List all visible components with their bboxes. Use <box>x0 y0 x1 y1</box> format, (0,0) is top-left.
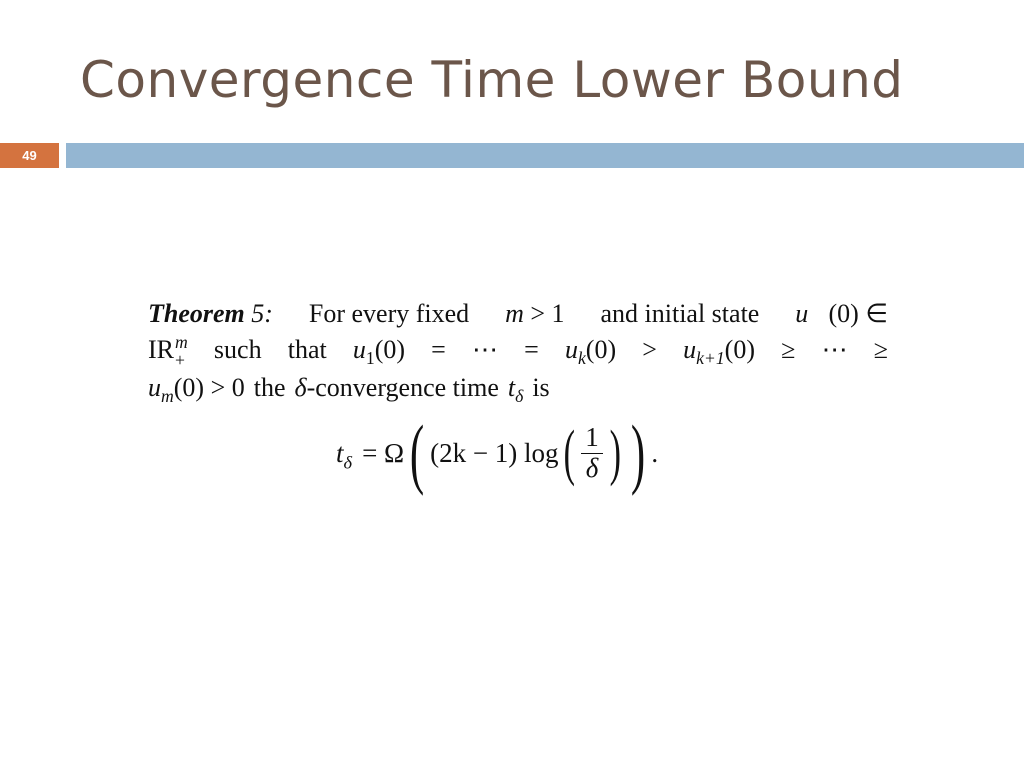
math-u1: $u_1(0)$ <box>352 335 406 369</box>
text: the <box>253 372 286 402</box>
math-t-delta: $t_\delta$ <box>507 372 524 406</box>
text: and initial state <box>600 299 760 328</box>
formula-lhs: $t_\delta$ <box>336 437 353 472</box>
title-accent-bar <box>66 143 1024 168</box>
theorem-label: Theorem 5: <box>148 299 273 328</box>
big-open-paren: ( <box>409 409 425 496</box>
theorem-line-2 <box>148 332 888 370</box>
math-op: ≥ <box>781 335 796 364</box>
math-op: ⋯ <box>471 335 498 364</box>
text: such <box>213 335 262 364</box>
math-op: ⋯ <box>821 335 848 364</box>
fraction-one-over-delta <box>581 423 603 483</box>
text: For every fixed <box>308 299 470 328</box>
math-u-vec-in: u⃗(0) ∈ <box>795 299 888 328</box>
fraction-denominator: δ <box>585 452 599 483</box>
slide-title: Convergence Time Lower Bound <box>80 51 904 109</box>
med-close-paren: ) <box>609 419 621 487</box>
slide-number: 49 <box>0 143 59 168</box>
formula-expression: (2k − 1) log <box>430 437 559 468</box>
big-close-paren: ) <box>631 409 646 496</box>
math-op: = <box>431 335 446 364</box>
math-op: = <box>524 335 539 364</box>
delta-convergence: δ-convergence time <box>294 372 499 402</box>
display-formula <box>336 409 659 496</box>
math-uk1: $u_{k+1}(0)$ <box>683 335 755 369</box>
formula-omega: = Ω <box>362 437 405 468</box>
theorem-line-1 <box>148 296 888 332</box>
med-open-paren: ( <box>563 419 575 487</box>
math-uk: $u_k(0)$ <box>564 335 617 369</box>
theorem-line-3 <box>148 370 888 406</box>
text: that <box>287 335 327 364</box>
math-op: > <box>642 335 657 364</box>
text: is <box>532 372 550 402</box>
fraction-numerator: 1 <box>581 423 603 454</box>
math-um: $u_m(0) > 0$ <box>148 372 245 406</box>
math-m-gt-1: m > 1 <box>505 299 565 328</box>
math-op: ≥ <box>873 335 888 364</box>
theorem-statement <box>148 296 888 406</box>
formula-period: . <box>651 437 659 468</box>
math-reals-plus: IR m + <box>148 332 188 371</box>
